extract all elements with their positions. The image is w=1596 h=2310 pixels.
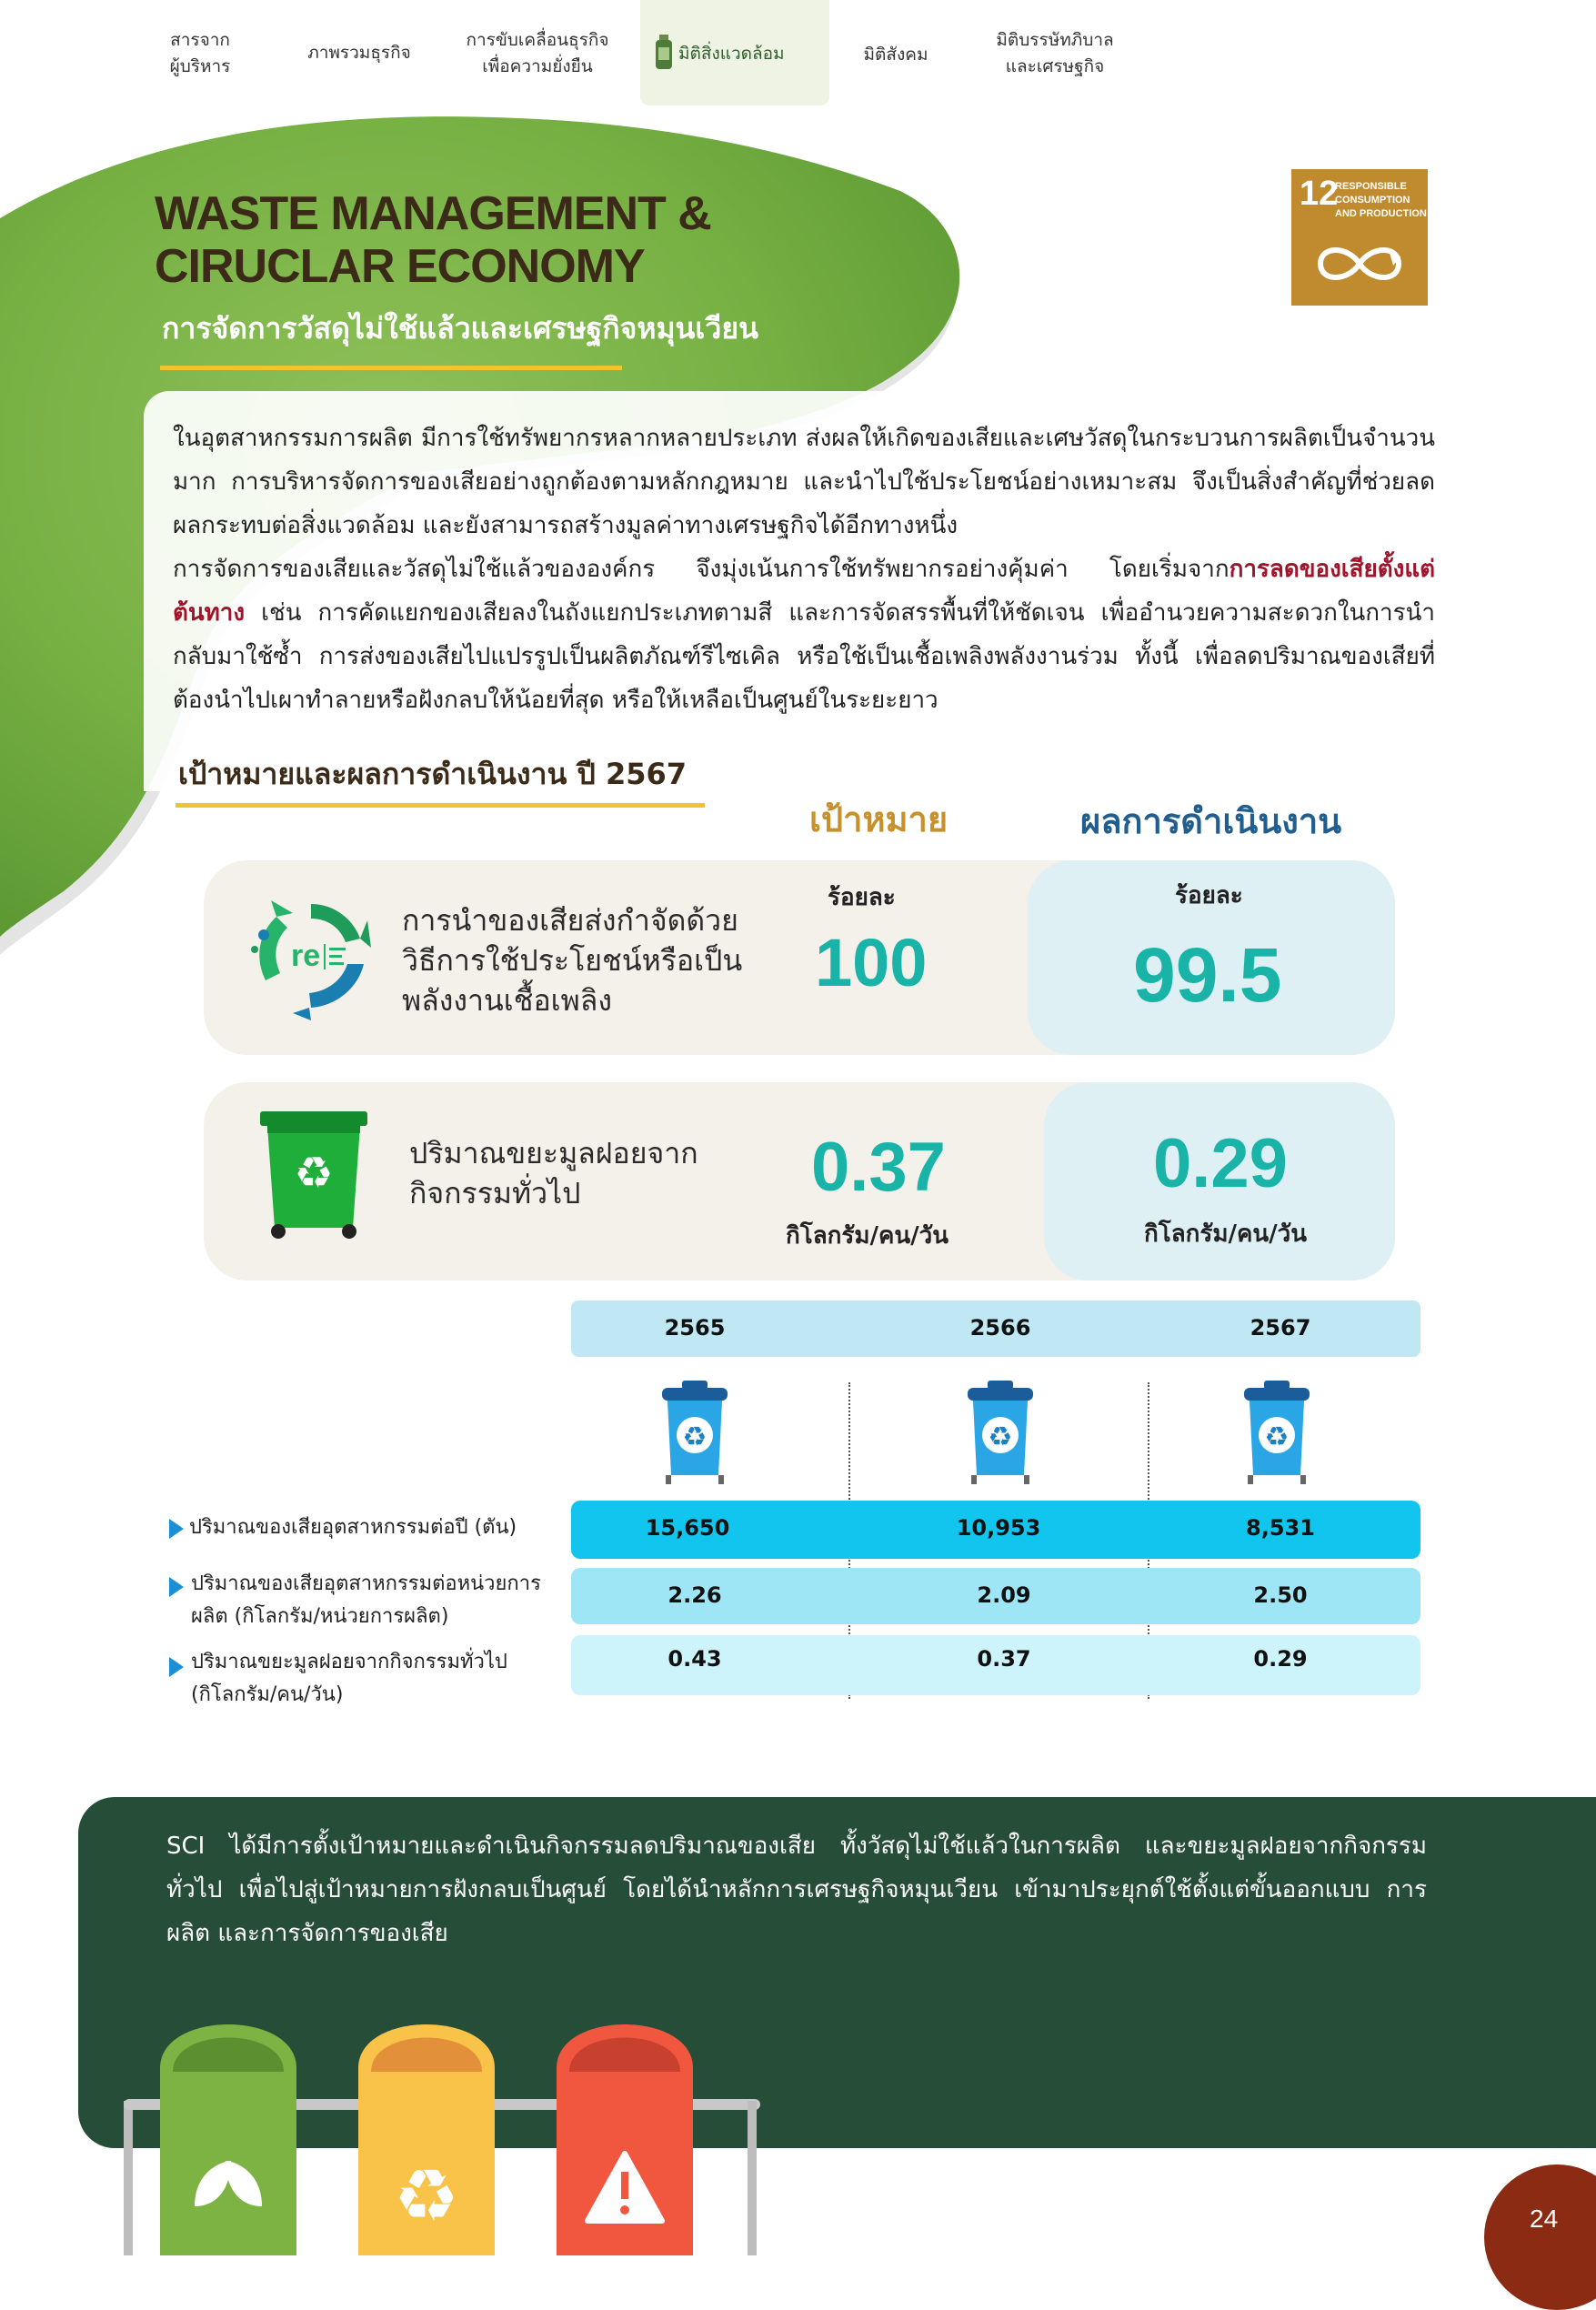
title-underline — [160, 366, 622, 370]
cell-2566-waste-per-unit: 2.09 — [977, 1582, 1031, 1608]
summary-text: SCI ได้มีการตั้งเป้าหมายและดำเนินกิจกรรมลดปริมาณของเสีย ทั้งวัสดุไม่ใช้แล้วในการผลิต และขยะมูลฝอยจากกิจกรรมทั่วไป เพื่อไปสู่เป้าหมายการฝังกลบเป็นศูนย์ โดยได้นำหลักการเศรษฐกิจหมุนเวียน เข้ามาประยุกต์ใช้ตั้งแต่ขั้นออกแบบ การผลิต และการจัดการของเสีย — [166, 1833, 1427, 1947]
result-column-header: ผลการดำเนินงาน — [1080, 801, 1342, 841]
nav-item-governance[interactable]: มิติบรรษัทภิบาล และเศรษฐกิจ — [996, 30, 1114, 76]
cell-2565-industrial-waste: 15,650 — [645, 1515, 730, 1541]
nav-item-executive-message[interactable]: สารจาก ผู้บริหาร — [169, 30, 231, 76]
goals-heading: เป้าหมายและผลการดำเนินงาน ปี 2567 — [178, 757, 687, 791]
sdg-12-badge — [1291, 169, 1428, 306]
cell-2566-industrial-waste: 10,953 — [956, 1515, 1041, 1541]
nav-item-environment-label: มิติสิ่งแวดล้อม — [678, 44, 785, 64]
result-recycling-unit: ร้อยละ — [1175, 882, 1243, 909]
re-logo-text: re — [291, 939, 321, 973]
cell-2565-waste-per-unit: 2.26 — [668, 1582, 722, 1608]
goals-underline — [176, 803, 705, 808]
page-number: 24 — [1530, 2205, 1559, 2233]
target-recycling-unit: ร้อยละ — [828, 884, 896, 911]
bottle-icon — [653, 35, 675, 71]
target-general-waste-unit: กิโลกรัม/คน/วัน — [786, 1222, 949, 1250]
green-bin-icon — [255, 1111, 373, 1242]
goal-recycling-label: การนำของเสียส่งกำจัดด้วย วิธีการใช้ประโยชน์หรือเป็น พลังงานเชื้อเพลิง — [402, 903, 743, 1018]
year-header-2566: 2566 — [969, 1315, 1031, 1341]
recycle-icon: ♻ — [394, 2154, 459, 2238]
intro-paragraph-1: ในอุตสาหกรรมการผลิต มีการใช้ทรัพยากรหลากหลายประเภท ส่งผลให้เกิดของเสียและเศษวัสดุในกระบวนการผลิตเป็นจำนวนมาก การบริหารจัดการของเสียอย่างถูกต้องตามหลักกฎหมาย และนำไปใช้ประโยชน์อย่างเหมาะสม จึงเป็นสิ่งสำคัญที่ช่วยลดผลกระทบต่อสิ่งแวดล้อม และยังสามารถสร้างมูลค่าทางเศรษฐกิจได้อีกทางหนึ่ง — [173, 425, 1435, 539]
result-general-waste-unit: กิโลกรัม/คน/วัน — [1144, 1220, 1308, 1248]
cell-2567-industrial-waste: 8,531 — [1246, 1515, 1315, 1541]
infinity-icon — [1310, 236, 1410, 291]
top-navigation — [0, 0, 1596, 109]
goal-general-waste-label: ปริมาณขยะมูลฝอยจาก กิจกรรมทั่วไป — [409, 1136, 698, 1210]
svg-text:♻: ♻ — [988, 1421, 1013, 1453]
year-header-2567: 2567 — [1250, 1315, 1311, 1341]
nav-item-environment[interactable] — [640, 0, 829, 105]
blue-recycle-bin-icon — [1240, 1379, 1313, 1488]
sdg-number: 12 — [1300, 175, 1339, 213]
sdg-text: RESPONSIBLE CONSUMPTION AND PRODUCTION — [1335, 181, 1427, 219]
page-number-badge — [1484, 2164, 1596, 2310]
svg-text:♻: ♻ — [1264, 1421, 1290, 1453]
row-bullet-icon — [169, 1657, 184, 1677]
row-label-general-waste: ปริมาณขยะมูลฝอยจากกิจกรรมทั่วไป (กิโลกรัม/คน/วัน) — [191, 1651, 507, 1706]
sorting-bins-illustration — [118, 1992, 773, 2255]
target-column-header: เป้าหมาย — [809, 799, 949, 839]
cell-2565-general-waste: 0.43 — [668, 1646, 722, 1672]
intro-text — [173, 417, 1435, 722]
result-general-waste-value: 0.29 — [1153, 1125, 1288, 1202]
row-label-waste-per-unit: ปริมาณของเสียอุตสาหกรรมต่อหน่วยการ ผลิต (กิโลกรัม/หน่วยการผลิต) — [191, 1572, 541, 1628]
row-bullet-icon — [169, 1577, 184, 1597]
cell-2567-waste-per-unit: 2.50 — [1253, 1582, 1308, 1608]
intro-p2-end: เช่น การคัดแยกของเสียลงในถังแยกประเภทตามสี และการจัดสรรพื้นที่ให้ชัดเจน เพื่ออำนวยความสะดวกในการนำกลับมาใช้ซ้ำ การส่งของเสียไปแปรรูปเป็นผลิตภัณฑ์รีไซเคิล หรือใช้เป็นเชื้อเพลิงพลังงานร่วม ทั้งนี้ เพื่อลดปริมาณของเสียที่ต้องนำไปเผาทำลายหรือฝังกลบให้น้อยที่สุด หรือให้เหลือเป็นศูนย์ในระยะยาว — [173, 599, 1435, 714]
result-recycling-value: 99.5 — [1133, 932, 1282, 1018]
blue-recycle-bin-icon — [964, 1379, 1037, 1488]
row-bullet-icon — [169, 1519, 184, 1539]
target-recycling-value: 100 — [815, 925, 928, 1000]
intro-highlight: การลดของเสียตั้งแต่ต้นทาง — [173, 556, 1435, 627]
page-title-english: WASTE MANAGEMENT & CIRUCLAR ECONOMY — [155, 187, 711, 293]
blue-recycle-bin-icon — [658, 1379, 731, 1488]
svg-text:♻: ♻ — [294, 1148, 334, 1199]
nav-item-business-overview[interactable]: ภาพรวมธุรกิจ — [307, 43, 411, 63]
year-header-2565: 2565 — [664, 1315, 726, 1341]
nav-item-social[interactable]: มิติสังคม — [863, 45, 928, 65]
target-general-waste-value: 0.37 — [811, 1129, 946, 1206]
recycle-re-icon — [247, 893, 375, 1020]
row-label-industrial-waste: ปริมาณของเสียอุตสาหกรรมต่อปี (ตัน) — [189, 1516, 517, 1539]
intro-paragraph-2 — [173, 547, 1435, 722]
cell-2566-general-waste: 0.37 — [977, 1646, 1031, 1672]
nav-item-sustainability[interactable]: การขับเคลื่อนธุรกิจ เพื่อความยั่งยืน — [466, 30, 609, 76]
cell-2567-general-waste: 0.29 — [1253, 1646, 1308, 1672]
intro-p2-start: การจัดการของเสียและวัสดุไม่ใช้แล้วขององค์กร จึงมุ่งเน้นการใช้ทรัพยากรอย่างคุ้มค่า โดยเริ่มจาก — [173, 556, 1230, 583]
page-title-thai: การจัดการวัสดุไม่ใช้แล้วและเศรษฐกิจหมุนเวียน — [162, 311, 758, 346]
svg-text:♻: ♻ — [682, 1421, 708, 1453]
